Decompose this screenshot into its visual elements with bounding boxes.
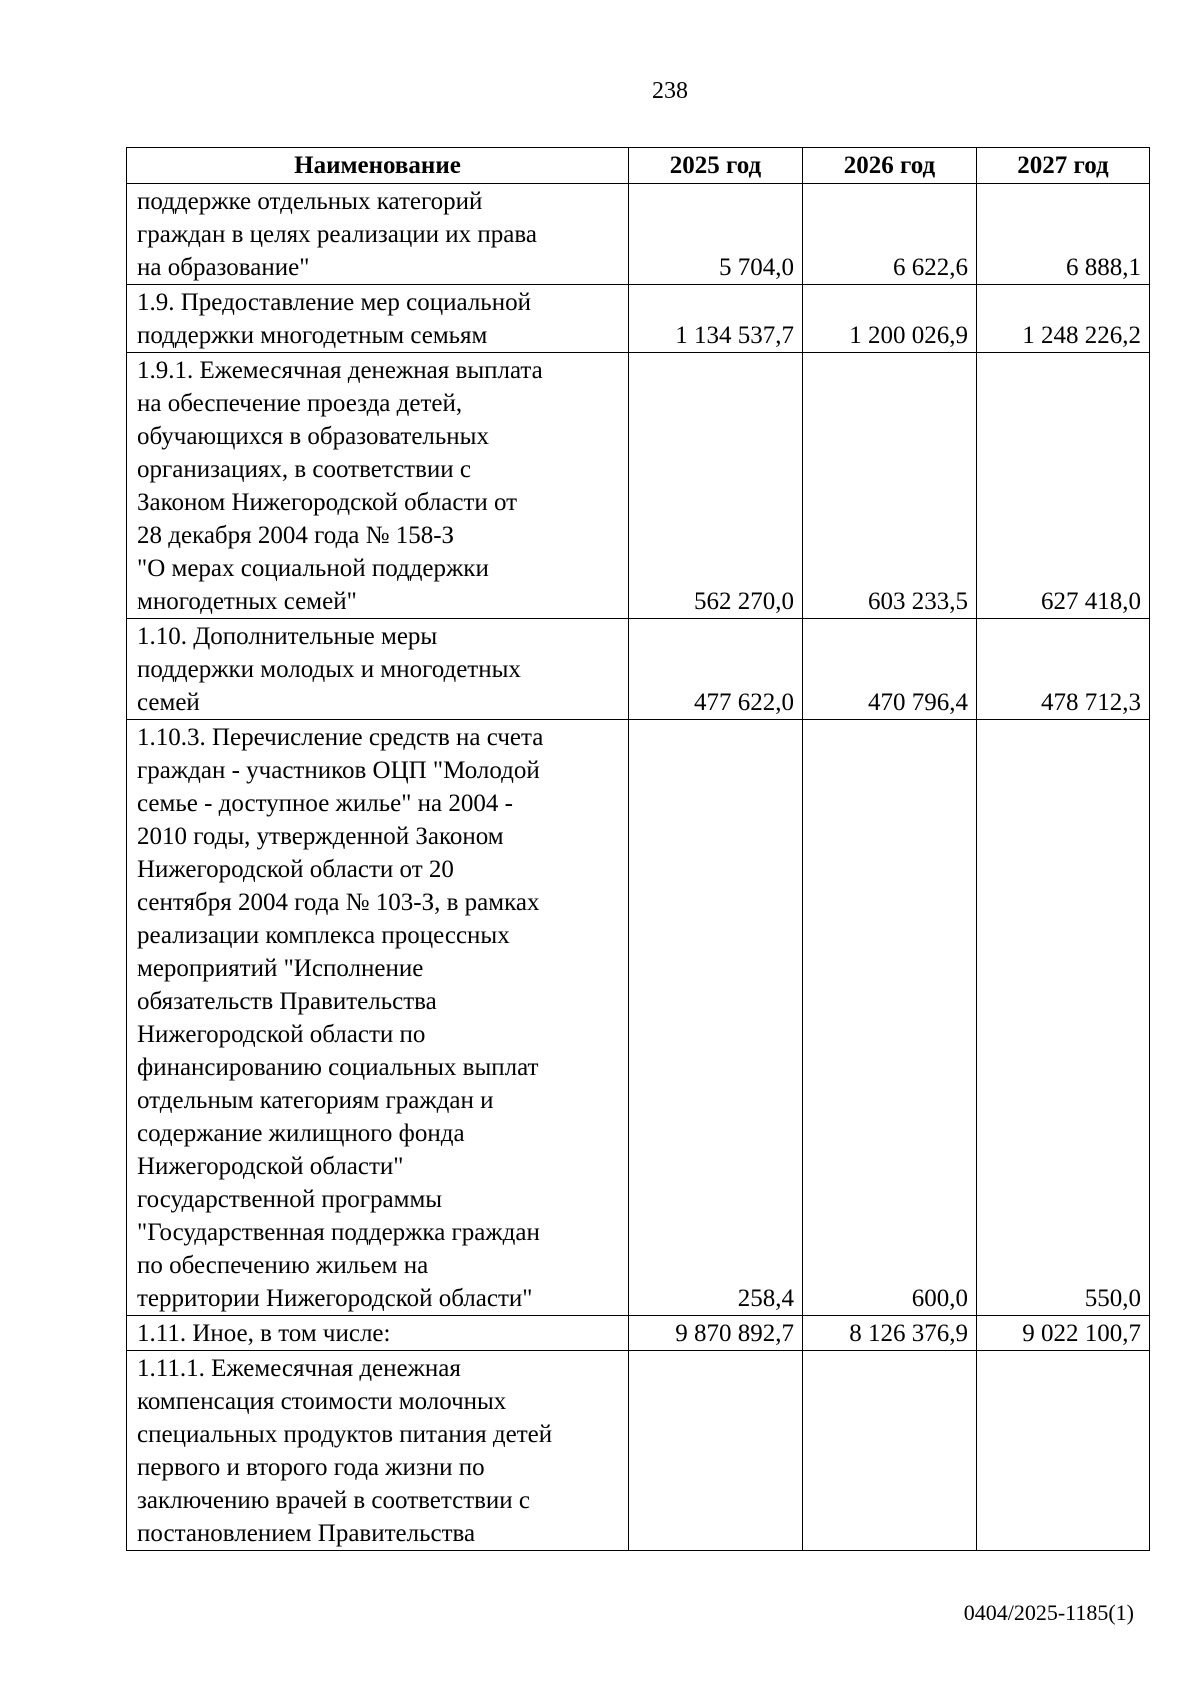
document-code: 0404/2025-1185(1) bbox=[963, 1600, 1134, 1625]
row-value-2025: 258,4 bbox=[629, 720, 803, 1316]
row-value-2026: 600,0 bbox=[803, 720, 977, 1316]
row-value-2026: 603 233,5 bbox=[803, 353, 977, 619]
row-value-2025 bbox=[629, 1351, 803, 1551]
row-value-2026: 6 622,6 bbox=[803, 184, 977, 285]
row-value-2025: 9 870 892,7 bbox=[629, 1316, 803, 1351]
row-value-2025: 1 134 537,7 bbox=[629, 285, 803, 353]
table-row bbox=[127, 353, 1150, 619]
table-row bbox=[127, 720, 1150, 1316]
row-value-2025: 562 270,0 bbox=[629, 353, 803, 619]
row-name: 1.9. Предоставление мер социальной поддержки многодетным семьям bbox=[127, 285, 629, 353]
row-value-2027: 478 712,3 bbox=[977, 619, 1150, 720]
row-value-2027: 550,0 bbox=[977, 720, 1150, 1316]
row-name: 1.11.1. Ежемесячная денежная компенсация стоимости молочных специальных продуктов питания детей первого и второго года жизни по заключению врачей в соответствии с постановлением Правительства bbox=[127, 1351, 629, 1551]
row-value-2025: 5 704,0 bbox=[629, 184, 803, 285]
table-header-row bbox=[127, 148, 1150, 184]
table-row bbox=[127, 1351, 1150, 1551]
row-value-2026 bbox=[803, 1351, 977, 1551]
page-number: 238 bbox=[652, 78, 688, 104]
table-row bbox=[127, 184, 1150, 285]
row-value-2027: 627 418,0 bbox=[977, 353, 1150, 619]
row-name: поддержке отдельных категорий граждан в целях реализации их права на образование" bbox=[127, 184, 629, 285]
header-2025: 2025 год bbox=[629, 148, 803, 184]
header-2027: 2027 год bbox=[977, 148, 1150, 184]
budget-table bbox=[126, 147, 1150, 1551]
row-value-2025: 477 622,0 bbox=[629, 619, 803, 720]
row-value-2027: 9 022 100,7 bbox=[977, 1316, 1150, 1351]
table-row bbox=[127, 619, 1150, 720]
row-name: 1.9.1. Ежемесячная денежная выплата на обеспечение проезда детей, обучающихся в образовательных организациях, в соответствии с Законом Нижегородской области от 28 декабря 2004 года № 158-З "О мерах социальной поддержки многодетных семей" bbox=[127, 353, 629, 619]
row-value-2026: 470 796,4 bbox=[803, 619, 977, 720]
header-2026: 2026 год bbox=[803, 148, 977, 184]
table-row bbox=[127, 285, 1150, 353]
row-name: 1.11. Иное, в том числе: bbox=[127, 1316, 629, 1351]
row-name: 1.10.3. Перечисление средств на счета граждан - участников ОЦП "Молодой семье - доступное жилье" на 2004 - 2010 годы, утвержденной Законом Нижегородской области от 20 сентября 2004 года № 103-З, в рамках реализации комплекса процессных мероприятий "Исполнение обязательств Правительства Нижегородской области по финансированию социальных выплат отдельным категориям граждан и содержание жилищного фонда Нижегородской области" государственной программы "Государственная поддержка граждан по обеспечению жильем на территории Нижегородской области" bbox=[127, 720, 629, 1316]
row-name: 1.10. Дополнительные меры поддержки молодых и многодетных семей bbox=[127, 619, 629, 720]
table-row bbox=[127, 1316, 1150, 1351]
row-value-2026: 8 126 376,9 bbox=[803, 1316, 977, 1351]
row-value-2027: 6 888,1 bbox=[977, 184, 1150, 285]
row-value-2026: 1 200 026,9 bbox=[803, 285, 977, 353]
row-value-2027 bbox=[977, 1351, 1150, 1551]
header-name: Наименование bbox=[127, 148, 629, 184]
row-value-2027: 1 248 226,2 bbox=[977, 285, 1150, 353]
